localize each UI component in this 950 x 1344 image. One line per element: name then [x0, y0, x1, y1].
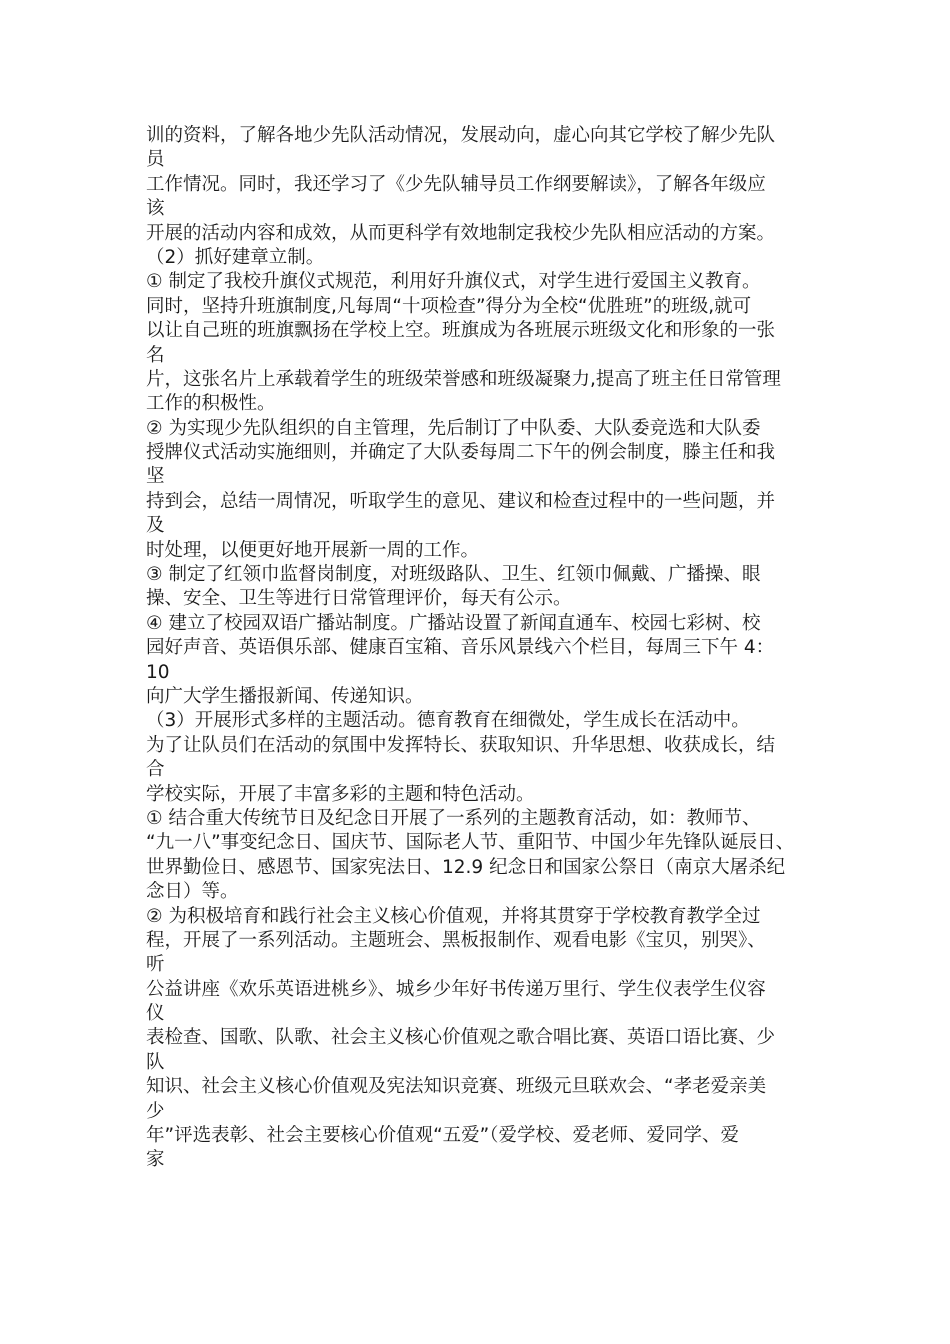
text-line: 听 [146, 954, 165, 976]
text-line: 队 [146, 1051, 165, 1073]
text-line: （2）抓好建章立制。 [146, 246, 325, 268]
text-line: 该 [146, 198, 165, 220]
text-line: 工作的积极性。 [146, 393, 276, 415]
text-line: 授牌仪式活动实施细则，并确定了大队委每周二下午的例会制度，滕主任和我 [146, 442, 776, 464]
text-line: （3）开展形式多样的主题活动。德育教育在细微处，学生成长在活动中。 [146, 710, 750, 732]
text-line: 以让自己班的班旗飘扬在学校上空。班旗成为各班展示班级文化和形象的一张 [146, 320, 776, 342]
text-line: ① 结合重大传统节日及纪念日开展了一系列的主题教育活动，如：教师节、 [146, 807, 761, 829]
text-line: 念日）等。 [146, 881, 239, 903]
text-line: 开展的活动内容和成效，从而更科学有效地制定我校少先队相应活动的方案。 [146, 222, 776, 244]
text-line: ④ 建立了校园双语广播站制度。广播站设置了新闻直通车、校园七彩树、校 [146, 612, 761, 634]
text-line: 园好声音、英语俱乐部、健康百宝箱、音乐风景线六个栏目，每周三下午 4： [146, 637, 775, 659]
text-line: ③ 制定了红领巾监督岗制度，对班级路队、卫生、红领巾佩戴、广播操、眼 [146, 564, 761, 586]
text-line: 为了让队员们在活动的氛围中发挥特长、获取知识、升华思想、收获成长，结 [146, 734, 776, 756]
text-line: 坚 [146, 466, 165, 488]
text-line: 世界勤俭日、感恩节、国家宪法日、12.9 纪念日和国家公祭日（南京大屠杀纪 [146, 856, 786, 878]
text-line: 训的资料，了解各地少先队活动情况，发展动向，虚心向其它学校了解少先队 [146, 125, 776, 146]
text-line: 工作情况。同时，我还学习了《少先队辅导员工作纲要解读》，了解各年级应 [146, 173, 766, 195]
text-line: ② 为实现少先队组织的自主管理，先后制订了中队委、大队委竞选和大队委 [146, 417, 761, 439]
text-line: 片，这张名片上承载着学生的班级荣誉感和班级凝聚力,提高了班主任日常管理 [146, 368, 781, 390]
text-line: 及 [146, 515, 165, 537]
body-text [146, 124, 826, 1173]
text-line: 家 [146, 1149, 165, 1171]
text-line: 少 [146, 1100, 165, 1122]
text-line: 程，开展了一系列活动。主题班会、黑板报制作、观看电影《宝贝，别哭》、 [146, 929, 766, 951]
text-line: 表检查、国歌、队歌、社会主义核心价值观之歌合唱比赛、英语口语比赛、少 [146, 1027, 776, 1049]
text-line: 名 [146, 344, 165, 366]
text-line: 公益讲座《欢乐英语进桃乡》、城乡少年好书传递万里行、学生仪表学生仪容 [146, 978, 766, 1000]
text-line: 知识、社会主义核心价值观及宪法知识竞赛、班级元旦联欢会、“孝老爱亲美 [146, 1076, 767, 1098]
text-line: 仪 [146, 1003, 165, 1025]
text-line: ① 制定了我校升旗仪式规范，利用好升旗仪式，对学生进行爱国主义教育。 [146, 271, 761, 293]
text-line: 员 [146, 149, 165, 171]
text-line: 持到会，总结一周情况，听取学生的意见、建议和检查过程中的一些问题，并 [146, 490, 776, 512]
text-line: 年”评选表彰、社会主要核心价值观“五爱”（爱学校、爱老师、爱同学、爱 [146, 1125, 740, 1147]
text-line: 同时，坚持升班旗制度,凡每周“十项检查”得分为全校“优胜班”的班级,就可 [146, 295, 752, 317]
text-line: 时处理，以便更好地开展新一周的工作。 [146, 539, 480, 561]
text-line: 操、安全、卫生等进行日常管理评价，每天有公示。 [146, 588, 572, 610]
text-line: ② 为积极培育和践行社会主义核心价值观，并将其贯穿于学校教育教学全过 [146, 905, 761, 927]
text-line: 向广大学生播报新闻、传递知识。 [146, 685, 424, 707]
text-line: “九一八”事变纪念日、国庆节、国际老人节、重阳节、中国少年先锋队诞辰日、 [146, 832, 795, 854]
text-line: 学校实际，开展了丰富多彩的主题和特色活动。 [146, 783, 535, 805]
text-line: 合 [146, 759, 165, 781]
text-line: 10 [146, 661, 170, 683]
